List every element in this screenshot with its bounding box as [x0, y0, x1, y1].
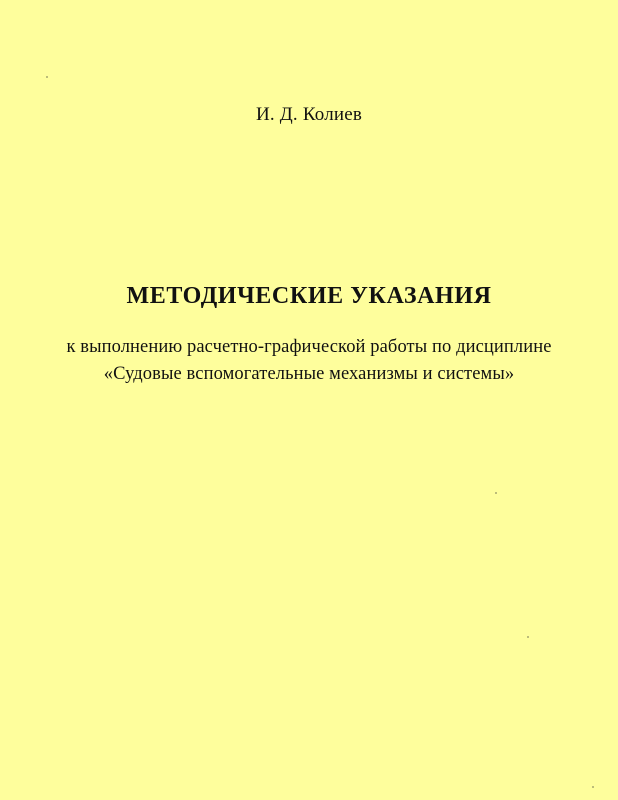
scan-speck [46, 76, 48, 78]
scan-speck [495, 492, 497, 494]
subtitle-line-2: «Судовые вспомогательные механизмы и системы» [103, 364, 515, 384]
subtitle-line-1: к выполнению расчетно-графической работы по дисциплине [66, 337, 552, 357]
author-name: И. Д. Колиев [255, 104, 363, 125]
scan-speck [592, 786, 594, 788]
scan-speck [527, 636, 529, 638]
document-title: МЕТОДИЧЕСКИЕ УКАЗАНИЯ [126, 283, 492, 309]
